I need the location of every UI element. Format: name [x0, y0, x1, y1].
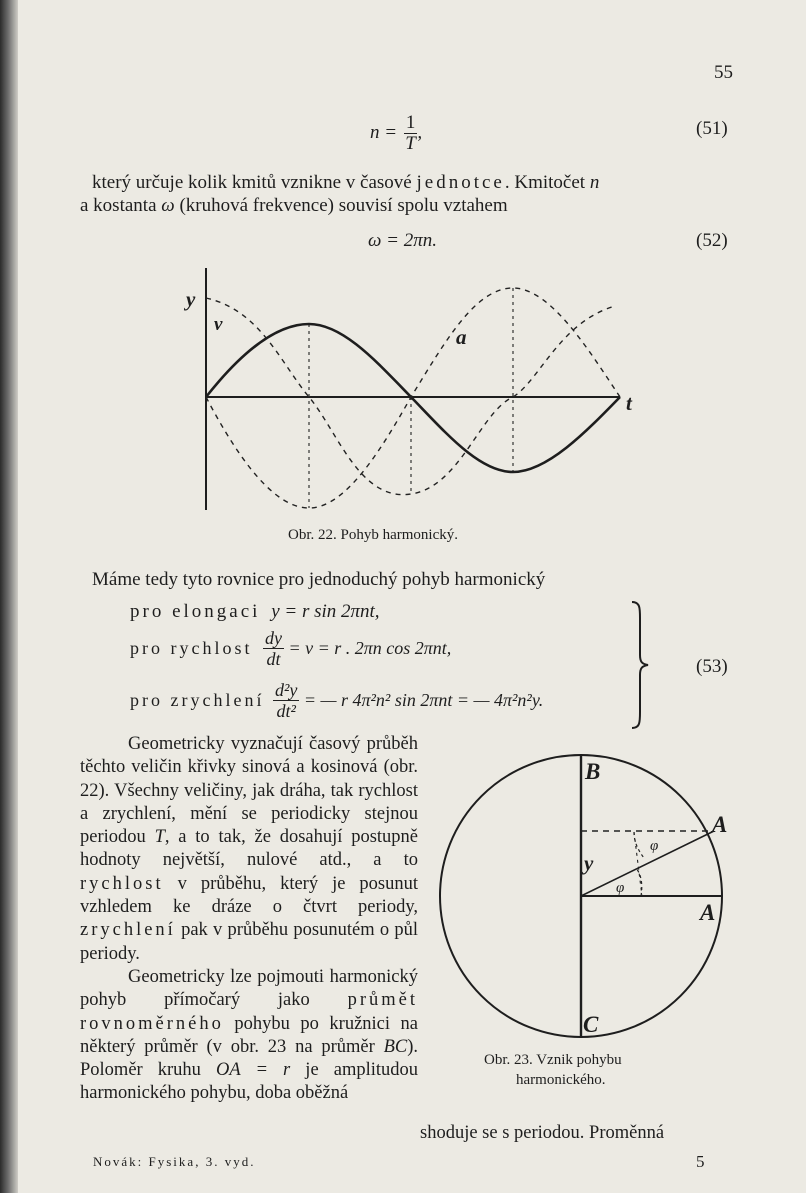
eq51-fraction: [404, 113, 418, 154]
fig22-label-v: v: [214, 314, 223, 335]
eq53-row1-label: pro elongaci: [130, 601, 261, 622]
paragraph-3-part-1: [80, 733, 418, 966]
equation-53-number: (53): [696, 656, 728, 677]
eq53-row-1: [130, 601, 380, 623]
equation-52: ω = 2πn.: [368, 230, 438, 251]
fig23-label-phi-2: φ: [616, 880, 625, 896]
paragraph-1-line-1: [92, 172, 599, 194]
eq53-row3-numerator: d²y: [274, 680, 298, 700]
fig22-label-t: t: [626, 391, 632, 415]
figure-23-circle-projection: [438, 752, 738, 1048]
equation-51-number: (51): [696, 118, 728, 139]
fig23-label-C: C: [583, 1012, 599, 1037]
p1-text-c: . Kmitočet: [504, 172, 590, 193]
eq53-row3-expr: = — r 4π²n² sin 2πnt = — 4π²n²y.: [303, 690, 544, 710]
figure-22-harmonic-motion: [170, 262, 650, 520]
fig23-angle-arc-1: [636, 868, 642, 896]
p1-line2-a: a kostanta: [80, 195, 162, 216]
p3-var-BC: BC: [383, 1036, 408, 1057]
p1-spaced-word: jednotce: [416, 172, 505, 193]
footer-signature-mark: 5: [696, 1152, 705, 1171]
eq53-row2-numerator: dy: [264, 628, 282, 648]
fig23-label-y: y: [584, 851, 594, 875]
fig23-angle-arc-2: [634, 832, 644, 858]
p3-text-a: Geometricky vyznačují časový průběh těchto veličin křivky sinová a kosinová (obr. 22). Všechny veličiny, jak dráha, tak rychlost a zrychlení, mění se periodicky stejnou periodou: [80, 734, 418, 848]
figure-23-caption-line-1: Obr. 23. Vznik pohybu: [484, 1052, 622, 1068]
eq53-row1-expr: y = r sin 2πnt,: [271, 601, 380, 622]
book-binding-shadow: [0, 0, 18, 1193]
p3-spaced-zrychleni: zrychlení: [80, 920, 176, 941]
p3-text-b: , a to tak, že dosahují postupně hodnoty největší, nulové atd., a to: [80, 827, 418, 871]
figure-23-caption-line-2: harmonického.: [516, 1072, 606, 1088]
fig23-label-A-right: A: [700, 900, 716, 925]
paragraph-1-line-2: [80, 195, 508, 217]
equation-52-number: (52): [696, 230, 728, 251]
p1-var-n: n: [589, 172, 600, 193]
eq51-comma: ,: [417, 121, 423, 143]
p3-text-d: pak v průběhu posunutém o půl periody.: [80, 920, 418, 964]
figure-22-caption: Obr. 22. Pohyb harmonický.: [288, 527, 458, 543]
paragraph-3: [80, 733, 418, 1106]
p3-text-h: je amplitudou harmonického pohybu, doba oběžná: [80, 1060, 419, 1104]
fig23-label-B: B: [585, 759, 601, 784]
fig23-label-phi-1: φ: [650, 838, 659, 854]
eq53-row3-denominator: dt²: [276, 701, 296, 721]
page-number: 55: [714, 62, 733, 83]
p1-var-omega: ω: [161, 195, 175, 216]
eq53-row2-fraction: [263, 628, 284, 669]
p1-line2-b: (kruhová frekvence) souvisí spolu vztahem: [174, 195, 508, 216]
fig23-radius-OA: [581, 831, 714, 896]
eq53-row2-denominator: dt: [266, 649, 281, 669]
footer-citation: Novák: Fysika, 3. vyd.: [93, 1154, 256, 1169]
eq51-numerator: 1: [405, 112, 416, 133]
eq53-row2-label: pro rychlost: [130, 638, 253, 658]
eq53-brace: [628, 600, 652, 730]
eq53-row3-fraction: [273, 680, 299, 721]
fig22-label-y: y: [186, 287, 196, 311]
paragraph-2: Máme tedy tyto rovnice pro jednoduchý pohyb harmonický: [92, 569, 546, 590]
eq53-row-2: [130, 628, 451, 669]
eq51-lhs: n =: [370, 121, 398, 143]
p3-var-T: T: [154, 827, 165, 848]
fig23-label-A-top: A: [712, 812, 728, 837]
p3-text-e: Geometricky lze pojmouti harmonický pohyb přímočarý jako: [80, 966, 418, 1011]
fig23-helper-dotted: [634, 832, 642, 896]
paragraph-3-part-2: [80, 966, 418, 1106]
p3-spaced-rychlost: rychlost: [80, 873, 164, 894]
p3-text-g: ). Poloměr kruhu: [80, 1036, 418, 1081]
eq53-row-3: [130, 680, 543, 721]
p3-text-f: pohybu po kružnici na některý průměr (v obr. 23 na průměr: [80, 1013, 418, 1057]
last-line-continuation: shoduje se s periodou. Proměnná: [420, 1123, 665, 1143]
eq51-denominator: T: [405, 133, 416, 154]
p1-text-a: který určuje kolik kmitů vznikne v časové: [92, 172, 417, 193]
p3-text-c: v průběhu, který je posunut vzhledem ke dráze o čtvrt periody,: [80, 873, 418, 918]
p3-var-OA: OA = r: [216, 1060, 291, 1081]
fig22-label-a: a: [456, 325, 467, 349]
eq53-row2-expr: = v = r . 2πn cos 2πnt,: [288, 638, 452, 658]
equation-51: [370, 113, 422, 154]
eq53-row3-label: pro zrychlení: [130, 690, 265, 710]
p3-spaced-prumet: průmět rovnoměrného: [80, 990, 418, 1034]
